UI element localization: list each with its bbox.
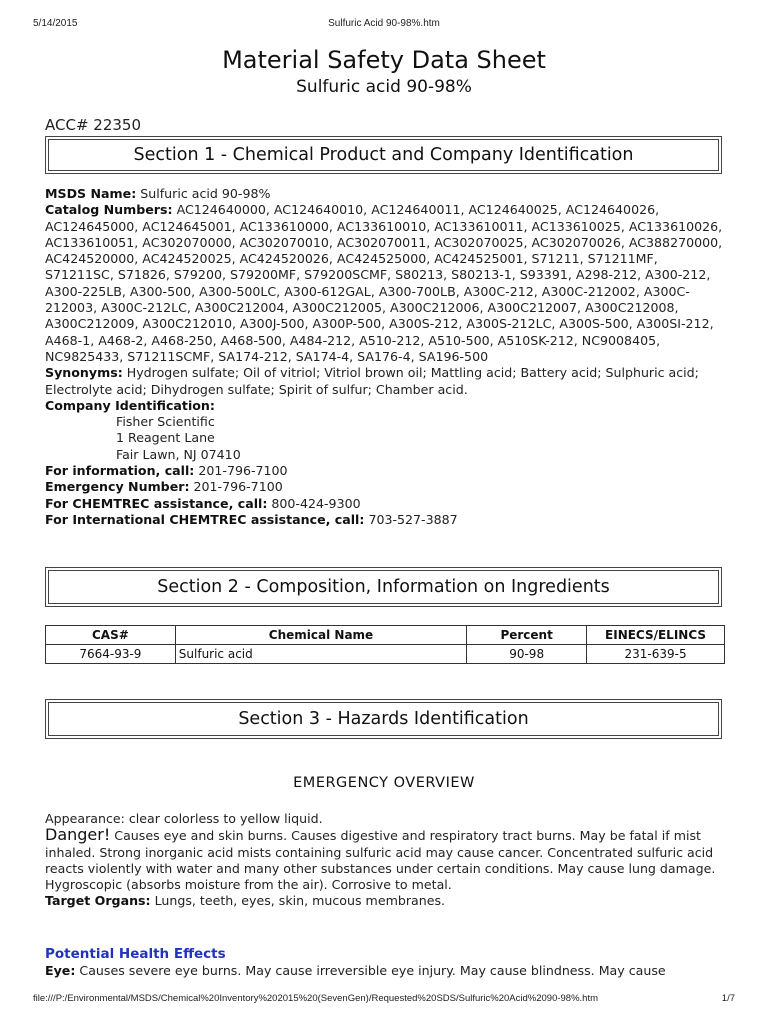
company-name: Fisher Scientific [116, 414, 215, 430]
company-street: 1 Reagent Lane [116, 430, 215, 446]
percent-cell: 90-98 [467, 645, 587, 664]
info-label: For information, call: [45, 463, 195, 479]
eye-text: Causes severe eye burns. May cause irreversible eye injury. May cause blindness. May cause [79, 963, 666, 978]
catalog-numbers-label: Catalog Numbers: [45, 202, 173, 218]
column-header-cas: CAS# [46, 626, 176, 645]
catalog-numbers-line [45, 202, 725, 365]
einecs-cell: 231-639-5 [587, 645, 725, 664]
msds-name-value: Sulfuric acid 90-98% [140, 186, 271, 201]
intl-chemtrec-phone: 703-527-3887 [368, 511, 458, 527]
chemtrec-line [45, 496, 725, 512]
composition-header-row [46, 626, 725, 645]
browser-print-header [33, 18, 735, 32]
table-row [46, 645, 725, 664]
section1-heading: Section 1 - Chemical Product and Company Identification [48, 139, 719, 171]
print-date: 5/14/2015 [33, 18, 78, 29]
catalog-numbers-value: AC124640000, AC124640010, AC124640011, AC124640025, AC124640026, AC124645000, AC124645001, AC133610000, AC133610010, AC133610011, AC133610025, AC133610026, AC133610051, AC302070000, AC302070010, AC302070011, AC302070025, AC302070026, AC388270000, AC424520000, AC424520025, AC424520026, AC424525000, AC424525001, S71211, S71211MF, S71211SC, S71826, S79200, S79200MF, S79200SCMF, S80213, S80213-1, S93391, A298-212, A300-212, A300-225LB, A300-500, A300-500LC, A300-612GAL, A300-700LB, A300C-212, A300C-212002, A300C-212003, A300C-212LC, A300C212004, A300C212005, A300C212006, A300C212007, A300C212008, A300C212009, A300C212010, A300J-500, A300P-500, A300S-212, A300S-212LC, A300S-500, A300SI-212, A468-1, A468-2, A468-250, A468-500, A484-212, A510-212, A510-500, A510SK-212, NC9008405, NC9825433, S71211SCMF, SA174-212, SA174-4, SA176-4, SA196-500 [45, 202, 723, 364]
chemtrec-label: For CHEMTREC assistance, call: [45, 495, 268, 511]
emergency-phone: 201-796-7100 [193, 479, 283, 495]
info-phone: 201-796-7100 [198, 463, 288, 479]
target-organs-label: Target Organs: [45, 893, 151, 909]
synonyms-label: Synonyms: [45, 365, 123, 381]
intl-chemtrec-label: For International CHEMTREC assistance, call: [45, 511, 365, 527]
danger-text: Causes eye and skin burns. Causes digestive and respiratory tract burns. May be fatal if mist inhaled. Strong inorganic acid mists containing sulfuric acid may cause cancer. Concentrated sulfuric acid reacts violently with water and many other substances under certain conditions. May cause lung damage. Hygroscopic (absorbs moisture from the air). Corrosive to metal. [45, 828, 716, 893]
company-city: Fair Lawn, NJ 07410 [116, 446, 241, 462]
emergency-label: Emergency Number: [45, 479, 190, 495]
danger-word: Danger! [45, 825, 111, 845]
column-header-einecs: EINECS/ELINCS [587, 626, 725, 645]
section3-body [45, 811, 725, 910]
synonyms-line [45, 365, 725, 398]
appearance-line: Appearance: clear colorless to yellow liquid. [45, 811, 323, 826]
section1-heading-box [45, 136, 722, 174]
target-organs-line [45, 893, 725, 909]
section3-heading: Section 3 - Hazards Identification [48, 702, 719, 736]
section3-heading-box [45, 699, 722, 739]
target-organs-value: Lungs, teeth, eyes, skin, mucous membranes. [154, 893, 446, 909]
company-label-line [45, 398, 725, 414]
print-page-number: 1/7 [721, 993, 735, 1004]
document-subtitle: Sulfuric acid 90-98% [296, 77, 472, 97]
emergency-line [45, 479, 725, 495]
browser-print-footer [33, 993, 735, 1007]
document-title: Material Safety Data Sheet [222, 46, 546, 74]
intl-chemtrec-line [45, 512, 725, 528]
chemical-name-cell: Sulfuric acid [175, 645, 466, 664]
chemtrec-phone: 800-424-9300 [271, 495, 361, 511]
msds-name-line [45, 186, 725, 202]
acc-number: ACC# 22350 [45, 116, 141, 134]
info-line [45, 463, 725, 479]
potential-health-effects-heading: Potential Health Effects [45, 946, 226, 962]
section2-heading-box [45, 567, 722, 607]
print-url: file:///P:/Environmental/MSDS/Chemical%20Inventory%202015%20(SevenGen)/Requested%20SDS/Sulfuric%20Acid%2090-98%.htm [33, 993, 599, 1004]
danger-paragraph [45, 827, 725, 893]
column-header-chemical-name: Chemical Name [175, 626, 466, 645]
eye-label: Eye: [45, 963, 76, 978]
column-header-percent: Percent [467, 626, 587, 645]
emergency-overview-title: EMERGENCY OVERVIEW [293, 775, 475, 791]
company-identification-label: Company Identification: [45, 397, 215, 413]
msds-name-label: MSDS Name: [45, 186, 137, 201]
synonyms-value: Hydrogen sulfate; Oil of vitriol; Vitriol brown oil; Mattling acid; Battery acid; Sulphuric acid; Electrolyte acid; Dihydrogen sulfate; Spirit of sulfur; Chamber acid. [45, 365, 699, 397]
print-title: Sulfuric Acid 90-98%.htm [328, 18, 440, 29]
section2-heading: Section 2 - Composition, Information on Ingredients [48, 570, 719, 604]
composition-table [45, 625, 725, 664]
eye-effects-line [45, 963, 725, 979]
cas-cell: 7664-93-9 [46, 645, 176, 664]
section1-body [45, 186, 725, 528]
